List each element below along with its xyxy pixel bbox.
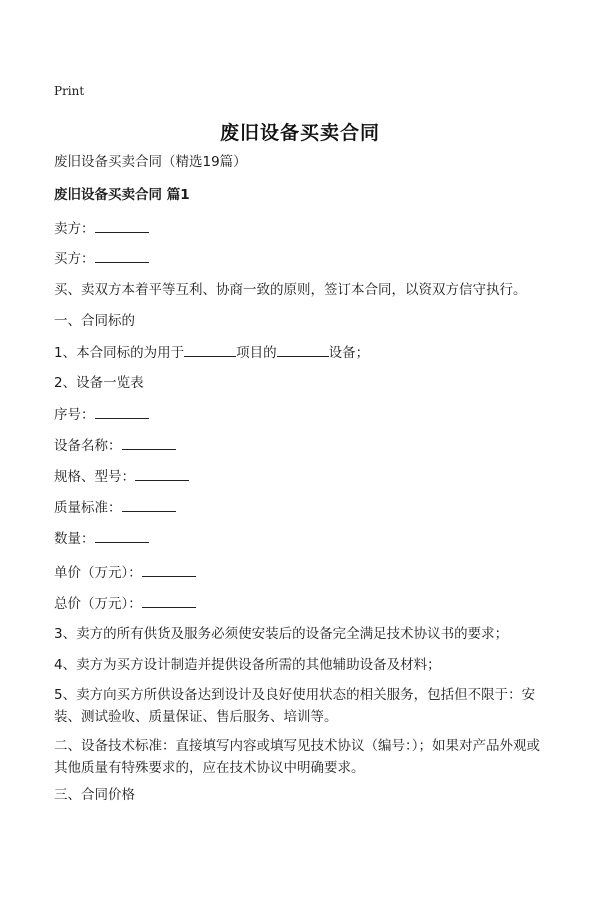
clause-1-1-part-b: 项目的 xyxy=(236,345,277,361)
seller-label: 卖方： xyxy=(54,221,95,237)
seller-line xyxy=(54,220,149,237)
total-price-blank xyxy=(142,595,196,608)
document-title: 废旧设备买卖合同 xyxy=(219,122,380,144)
serial-field xyxy=(54,406,149,423)
quantity-field xyxy=(54,530,149,547)
clause-1-1 xyxy=(54,344,369,361)
total-price-field xyxy=(54,595,196,612)
equipment-name-field xyxy=(54,437,176,454)
print-label: Print xyxy=(54,84,85,98)
quality-field xyxy=(54,499,176,516)
clause-1-5: 5、卖方向买方所供设备达到设计及良好使用状态的相关服务，包括但不限于：安装、测试验收、质量保证、售后服务、培训等。 xyxy=(54,687,536,725)
clause-2: 二、设备技术标准：直接填写内容或填写见技术协议（编号：）；如果对产品外观或其他质量有特殊要求的，应在技术协议中明确要求。 xyxy=(54,738,540,776)
quantity-label: 数量： xyxy=(54,531,95,547)
clause-3-heading: 三、合同价格 xyxy=(54,787,135,803)
model-blank xyxy=(135,468,189,481)
seller-blank xyxy=(95,220,149,233)
serial-blank xyxy=(95,406,149,419)
project-blank xyxy=(184,344,236,357)
serial-label: 序号： xyxy=(54,407,95,423)
equipment-blank xyxy=(277,344,329,357)
model-field xyxy=(54,468,189,485)
equipment-name-label: 设备名称： xyxy=(54,438,122,454)
clause-1-3: 3、卖方的所有供货及服务必须使安装后的设备完全满足技术协议书的要求； xyxy=(54,626,509,642)
model-label: 规格、型号： xyxy=(54,469,135,485)
document-subtitle: 废旧设备买卖合同（精选19篇） xyxy=(54,154,247,170)
clause-1-1-part-c: 设备； xyxy=(328,345,370,361)
buyer-blank xyxy=(95,250,149,263)
intro-paragraph: 买、卖双方本着平等互利、协商一致的原则，签订本合同，以资双方信守执行。 xyxy=(54,282,527,298)
buyer-line xyxy=(54,250,149,267)
quality-label: 质量标准： xyxy=(54,500,122,516)
unit-price-label: 单价（万元）： xyxy=(54,565,142,581)
equipment-name-blank xyxy=(122,437,176,450)
clause-1-4: 4、卖方为买方设计制造并提供设备所需的其他辅助设备及材料； xyxy=(54,657,441,673)
buyer-label: 买方： xyxy=(54,251,95,267)
total-price-label: 总价（万元）： xyxy=(54,596,142,612)
clause-1-heading: 一、合同标的 xyxy=(54,313,135,329)
unit-price-field xyxy=(54,564,196,581)
quality-blank xyxy=(122,499,176,512)
quantity-blank xyxy=(95,530,149,543)
clause-1-1-part-a: 1、本合同标的为用于 xyxy=(54,345,185,361)
unit-price-blank xyxy=(142,564,196,577)
clause-1-2: 2、设备一览表 xyxy=(54,375,144,391)
section-heading: 废旧设备买卖合同 篇1 xyxy=(54,187,190,203)
